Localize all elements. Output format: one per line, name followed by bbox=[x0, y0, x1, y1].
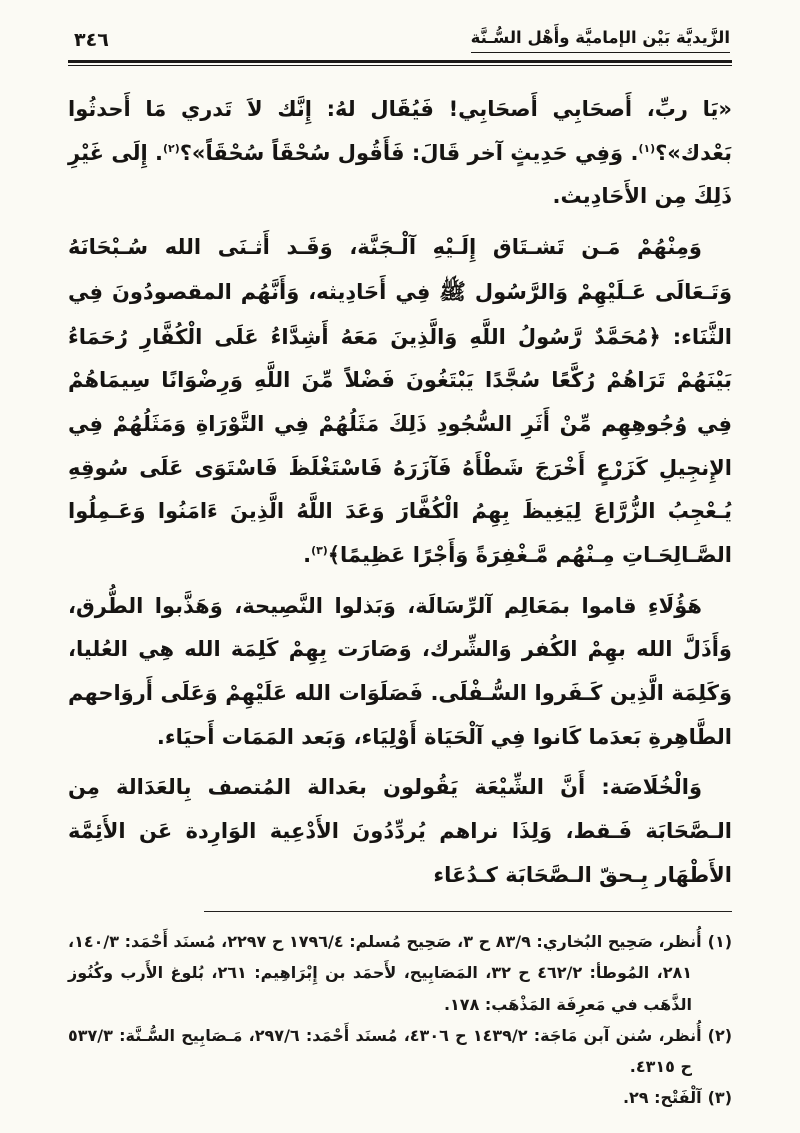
footnote-2-text: أُنظر، سُنن آبن مَاجَة: ١٤٣٩/٢ ح ٤٣٠٦، مُسنَد أَحْمَد: ٢٩٧/٦، مَـصَابِيح السُّـنَّة: ٥٣٧/٣ ح ٤٣١٥. bbox=[68, 1025, 702, 1077]
page-header bbox=[68, 26, 732, 66]
footnote-3-text: آلْفَتْح: ٢٩. bbox=[622, 1088, 702, 1108]
paragraph-2-lead: فِي أَحَادِيثه، وَأَنَّهُم المقصودُونَ فِي الثَّنَاء: bbox=[68, 279, 732, 349]
footnote-divider bbox=[204, 911, 732, 912]
salawat-symbol: ﷺ bbox=[439, 279, 466, 305]
paragraph-1-tail: . إِلَى غَيْرِ ذَلِكَ مِن الأَحَادِيث. bbox=[68, 140, 732, 209]
footnotes-section bbox=[68, 911, 732, 1113]
hadith-quote-2: . وَفِي حَدِيثٍ آخر قَالَ: فَأَقُول سُحْقَاً سُحْقَاً»؟ bbox=[179, 140, 639, 165]
paragraph-1 bbox=[68, 88, 732, 219]
page-number: ٣٤٦ bbox=[74, 29, 109, 51]
footnote-1 bbox=[68, 926, 732, 1020]
footnote-1-text: أُنظر، صَحِيح البُخاري: ٨٣/٩ ح ٣، صَحِيح مُسلم: ١٧٩٦/٤ ح ٢٢٩٧، مُسنَد أَحْمَد: ١٤٠/٣، ٢٨١، المُوطأ: ٤٦٢/٢ ح ٣٢، المَصَابِيح، لأَحمَد بن إِبْرَاهِيم: ٢٦١، بُلوغ الأَرب وكُنُوز الذَّهَب في مَعرِفَة المَذْهَب: ١٧٨. bbox=[68, 932, 702, 1014]
book-title: الزَّيديَّة بَيْن الإماميَّة وأَهْل السُّـنَّة bbox=[471, 28, 730, 53]
footnote-ref-1: (١) bbox=[638, 141, 656, 155]
paragraph-2-intro: وَمِنْهُمْ مَـن تَشـتَاق إِلَـيْهِ آلْـجَنَّة، وَقَـد أَثـنَى الله سُـبْحَانَهُ وَتَـعَالَى عَـلَيْهِمْ وَالرَّسُول bbox=[68, 235, 732, 304]
header-rule bbox=[68, 60, 732, 66]
paragraph-2-tail: . bbox=[303, 542, 312, 567]
paragraph-2 bbox=[68, 226, 732, 578]
footnote-3-marker: (٣) bbox=[707, 1088, 732, 1108]
paragraph-4: وَالْخُلَاصَة: أَنَّ الشِّيْعَة يَقُولون بعَدالة المُتصف بِالعَدَالة مِن الـصَّحَابَة فَـقط، وَلِذَا نراهم يُردِّدُونَ الأَدْعِية الوَارِدة عَن الأَئِمَّة الأَطْهَار بِـحقّ الـصَّحَابَة كـدُعَاء bbox=[68, 775, 732, 887]
footnote-1-marker: (١) bbox=[707, 932, 733, 952]
footnote-2-marker: (٢) bbox=[707, 1025, 733, 1045]
footnote-ref-2: (٢) bbox=[163, 141, 180, 155]
footnote-3 bbox=[68, 1082, 732, 1113]
quran-verse: ﴿مُحَمَّدٌ رَّسُولُ اللَّهِ وَالَّذِينَ مَعَهُ أَشِدَّاءُ عَلَى الْكُفَّارِ رُحَمَاءُ بَيْنَهُمْ تَرَاهُمْ رُكَّعًا سُجَّدًا يَبْتَغُونَ فَضْلاً مِّنَ اللَّهِ وَرِضْوَانًا سِيمَاهُمْ فِي وُجُوهِهِم مِّنْ أَثَرِ السُّجُودِ ذَلِكَ مَثَلُهُمْ فِي التَّوْرَاةِ وَمَثَلُهُمْ فِي الإِنجِيلِ كَزَرْعٍ أَخْرَجَ شَطْأَهُ فَآزَرَهُ فَاسْتَغْلَظَ فَاسْتَوَى عَلَى سُوقِهِ يُـعْجِبُ الزُّرَّاعَ لِيَغِيظَ بِهِمُ الْكُفَّارَ وَعَدَ اللَّهُ الَّذِينَ ءَامَنُوا وَعَـمِلُوا الصَّـالِحَـاتِ مِـنْهُم مَّـغْفِرَةً وَأَجْرًا عَظِيمًا﴾ bbox=[68, 324, 732, 567]
paragraph-3: هَؤُلَاءِ قاموا بمَعَالِم آلرِّسَالَة، وَبَذلوا النَّصِيحة، وَهَذَّبوا الطُّرق، وَأَذَلَّ الله بهِمْ الكُفر وَالشِّرك، وَصَارَت بِهِمْ كَلِمَة الله هِي العُليا، وَكَلِمَة الَّذِين كَـفَروا السُّـفْلَى. فَصَلَوَات الله عَلَيْهِمْ وَعَلَى أَروَاحهم الطَّاهِرةِ بَعدَما كَانوا فِي آلْحَيَاة أَوْلِيَاء، وَبَعد المَمَات أَحيَاء. bbox=[68, 593, 732, 749]
footnote-ref-3: (٣) bbox=[311, 543, 328, 557]
header-row bbox=[68, 26, 732, 60]
footnote-2 bbox=[68, 1020, 732, 1082]
hadith-quote-1: «يَا ربِّ، أَصحَابِي أَصحَابِي! فَيُقَال لهُ: إِنَّك لاَ تَدري مَا أَحدثُوا بَعْدك»؟ bbox=[68, 97, 732, 165]
page-body bbox=[68, 88, 732, 897]
